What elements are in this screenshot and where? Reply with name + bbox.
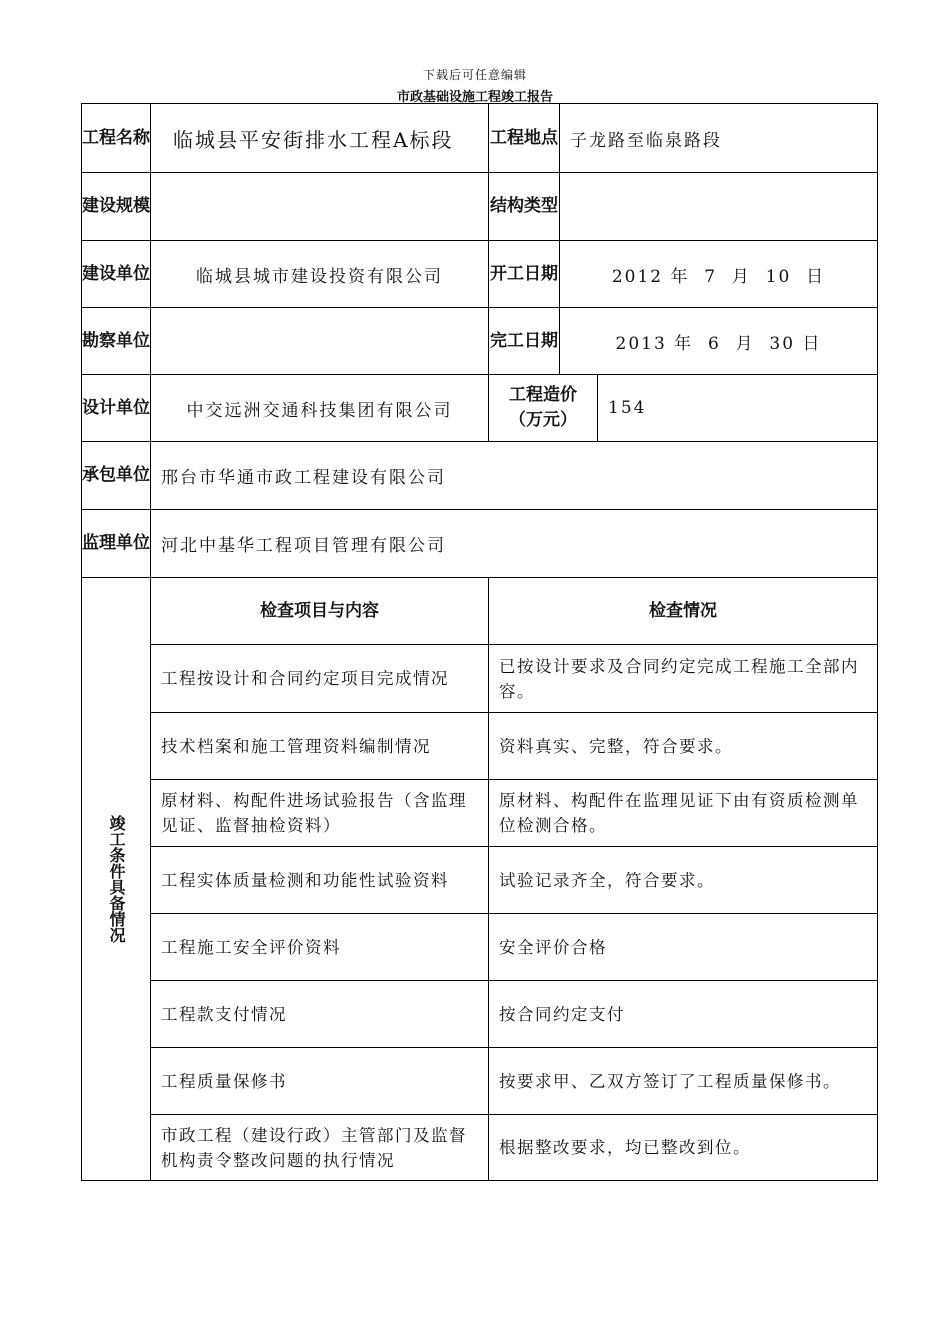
check-status-1: 已按设计要求及合同约定完成工程施工全部内容。: [489, 645, 877, 713]
check-item-1: 工程按设计和合同约定项目完成情况: [151, 645, 489, 713]
col-status-header: 检查情况: [489, 578, 877, 645]
check-item-5: 工程施工安全评价资料: [151, 914, 489, 981]
scale-value: [151, 173, 489, 241]
check-status-6: 按合同约定支付: [489, 981, 877, 1048]
owner-label: 建设单位: [82, 241, 151, 308]
check-status-7: 按要求甲、乙双方签订了工程质量保修书。: [489, 1048, 877, 1115]
structure-label: 结构类型: [489, 173, 560, 241]
download-note: 下载后可任意编辑: [422, 68, 527, 82]
check-status-2: 资料真实、完整，符合要求。: [489, 713, 877, 780]
location-label: 工程地点: [489, 104, 560, 173]
report-title: 市政基础设施工程竣工报告: [396, 90, 553, 105]
check-item-4: 工程实体质量检测和功能性试验资料: [151, 847, 489, 914]
check-item-7: 工程质量保修书: [151, 1048, 489, 1115]
check-status-5: 安全评价合格: [489, 914, 877, 981]
design-value: 中交远洲交通科技集团有限公司: [151, 375, 489, 442]
supervisor-value: 河北中基华工程项目管理有限公司: [151, 510, 877, 578]
contractor-label: 承包单位: [82, 442, 151, 510]
owner-value: 临城县城市建设投资有限公司: [151, 241, 489, 308]
section-label: 竣工条件具备情况: [107, 815, 126, 943]
start-date-label: 开工日期: [489, 241, 560, 308]
project-name-label: 工程名称: [82, 104, 151, 173]
supervisor-label: 监理单位: [82, 510, 151, 578]
survey-label: 勘察单位: [82, 308, 151, 375]
col-item-header: 检查项目与内容: [151, 578, 489, 645]
check-status-4: 试验记录齐全，符合要求。: [489, 847, 877, 914]
contractor-value: 邢台市华通市政工程建设有限公司: [151, 442, 877, 510]
structure-value: [560, 173, 877, 241]
check-item-3: 原材料、构配件进场试验报告（含监理见证、监督抽检资料）: [151, 780, 489, 847]
start-date-value: 2012 年 7 月 10 日: [560, 241, 877, 308]
design-label: 设计单位: [82, 375, 151, 442]
survey-value: [151, 308, 489, 375]
cost-label: 工程造价（万元）: [489, 375, 598, 442]
check-item-8: 市政工程（建设行政）主管部门及监督机构责令整改问题的执行情况: [151, 1115, 489, 1180]
cost-value: 154: [598, 375, 877, 442]
check-item-6: 工程款支付情况: [151, 981, 489, 1048]
finish-date-value: 2013 年 6 月 30 日: [560, 308, 877, 375]
check-status-3: 原材料、构配件在监理见证下由有资质检测单位检测合格。: [489, 780, 877, 847]
finish-date-label: 完工日期: [489, 308, 560, 375]
location-value: 子龙路至临泉路段: [560, 104, 877, 173]
project-name-value: 临城县平安街排水工程A标段: [151, 104, 489, 173]
check-item-2: 技术档案和施工管理资料编制情况: [151, 713, 489, 780]
scale-label: 建设规模: [82, 173, 151, 241]
report-table: [81, 103, 878, 1181]
check-status-8: 根据整改要求，均已整改到位。: [499, 1138, 751, 1157]
section-label-cell: [82, 578, 151, 1180]
